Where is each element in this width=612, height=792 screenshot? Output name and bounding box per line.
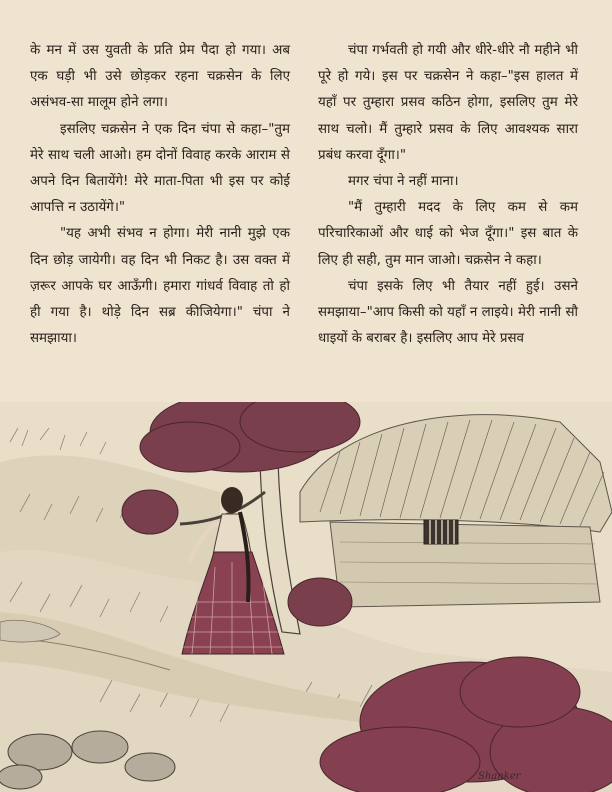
paragraph: "मैं तुम्हारी मदद के लिए कम से कम परिचारिकाओं और धाई को भेज दूँगा।" इस बात के लिए ही सही, तुम मान जाओ। चक्रसेन ने कहा। (318, 200, 578, 268)
paragraph: मगर चंपा ने नहीं माना। (348, 174, 459, 190)
text-area (26, 38, 578, 398)
paragraph: चंपा इसके लिए भी तैयार नहीं हुई। उसने समझाया–"आप किसी को यहाँ न लाइये। मेरी नानी सौ धाइयों के बराबर है। इसलिए आप मेरे प्रसव (318, 278, 578, 347)
paragraph: इसलिए चक्रसेन ने एक दिन चंपा से कहा–"तुम मेरे साथ चली आओ। हम दोनों विवाह करके आराम से अपने दिन बितायेंगे! मेरे माता-पिता भी इस पर कोई आपत्ति न उठायेंगे।" (30, 121, 290, 216)
left-column (30, 38, 290, 352)
artist-signature: Shanker (478, 771, 521, 782)
paragraph: के मन में उस युवती के प्रति प्रेम पैदा हो गया। अब एक घड़ी भी उसे छोड़कर रहना चक्रसेन के लिए असंभव-सा मालूम होने लगा। (30, 43, 290, 111)
story-illustration (0, 402, 612, 792)
right-column (318, 38, 578, 352)
paragraph: चंपा गर्भवती हो गयी और धीरे-धीरे नौ महीने भी पूरे हो गये। इस पर चक्रसेन ने कहा–"इस हालत में यहाँ पर तुम्हारा प्रसव कठिन होगा, इसलिए तुम मेरे साथ चलो। मैं तुम्हारे प्रसव के लिए आवश्यक सारा प्रबंध करवा दूँगा।" (318, 43, 578, 163)
paragraph: "यह अभी संभव न होगा। मेरी नानी मुझे एक दिन छोड़ जायेगी। वह दिन भी निकट है। उस वक्त में ज़रूर आपके घर आऊँगी। हमारा गांधर्व विवाह तो हो ही गया है। थोड़े दिन सब्र कीजियेगा।" चंपा ने समझाया। (30, 226, 290, 347)
